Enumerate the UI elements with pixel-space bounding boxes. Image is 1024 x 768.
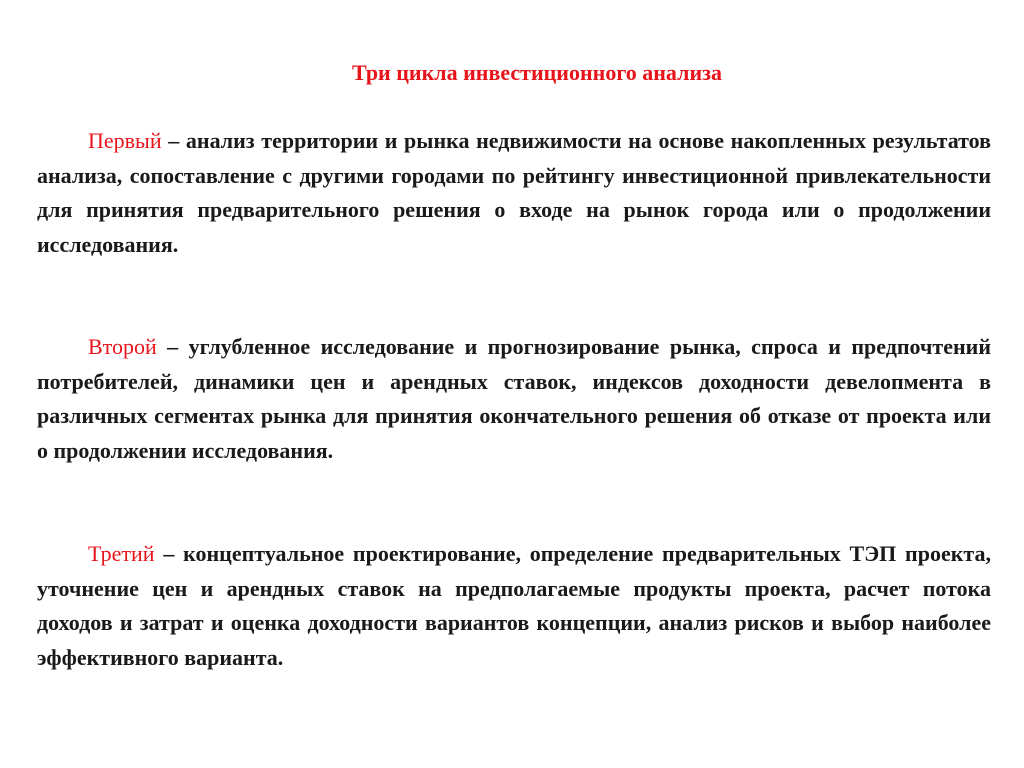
cycle-term-first: Первый	[88, 128, 162, 153]
slide-title: Три цикла инвестиционного анализа	[351, 60, 722, 85]
cycle-description-first: – анализ территории и рынка недвижимости на основе накопленных результатов анализа, сопоставление с другими городами по рейтингу инвестиционной привлекательности для принятия предварительного решения о входе на рынок города или о продолжении исследования.	[37, 128, 991, 257]
cycle-description-second: – углубленное исследование и прогнозирование рынка, спроса и предпочтений потребителей, динамики цен и арендных ставок, индексов доходности девелопмента в различных сегментах рынка для принятия окончательного решения об отказе от проекта или о продолжении исследования.	[37, 334, 991, 463]
cycle-paragraph-second	[37, 330, 991, 468]
cycle-paragraph-first	[37, 124, 991, 262]
cycle-term-second: Второй	[88, 334, 157, 359]
cycle-paragraph-third	[37, 537, 991, 675]
cycle-term-third: Третий	[88, 541, 155, 566]
cycle-description-third: – концептуальное проектирование, определение предварительных ТЭП проекта, уточнение цен и арендных ставок на предполагаемые продукты проекта, расчет потока доходов и затрат и оценка доходности вариантов концепции, анализ рисков и выбор наиболее эффективного варианта.	[37, 541, 991, 670]
